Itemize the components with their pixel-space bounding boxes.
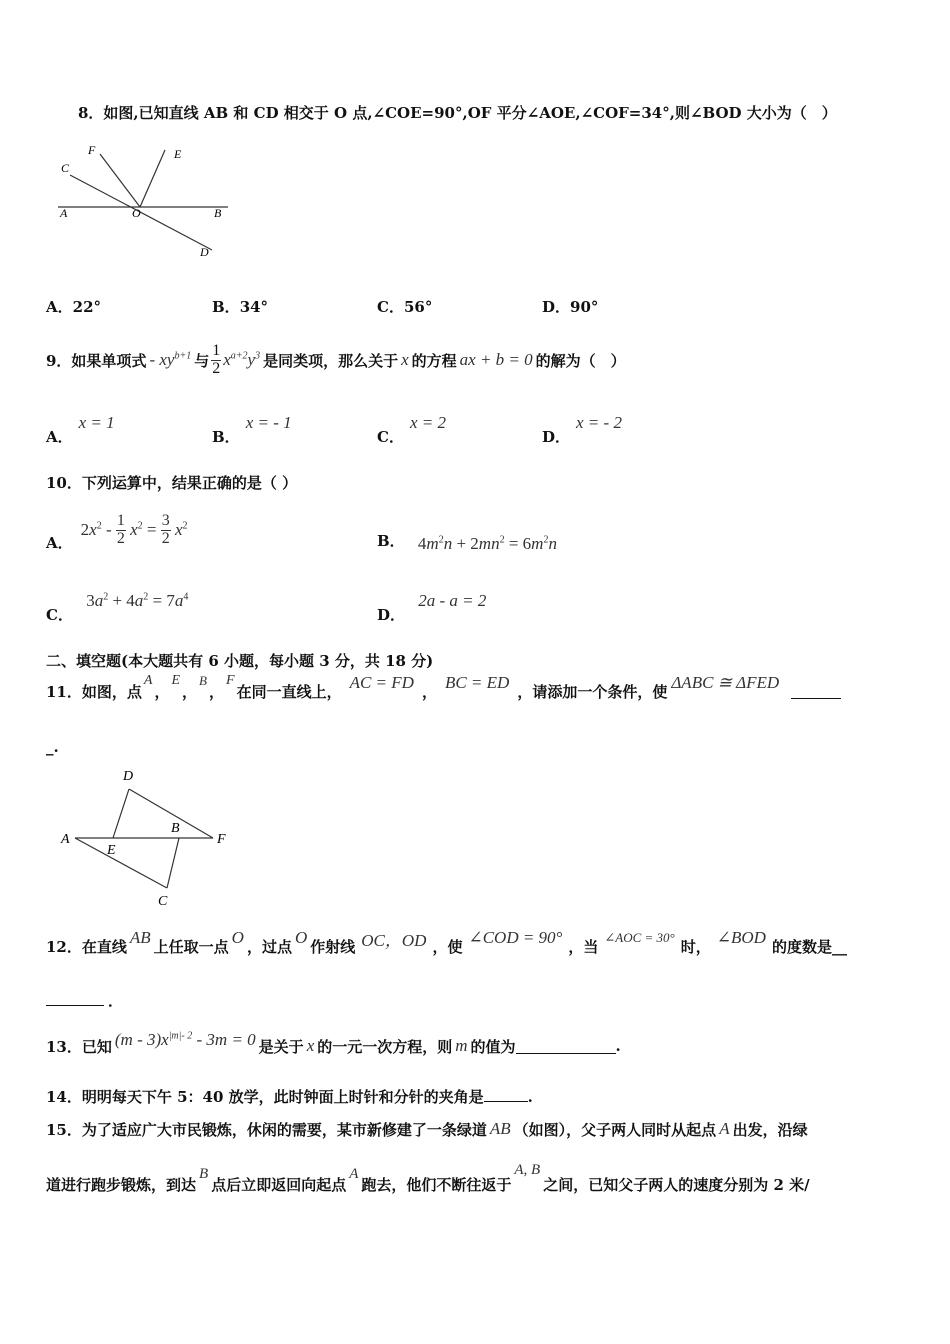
segment-de: [113, 789, 129, 838]
line-cd: [70, 175, 212, 250]
label-f: F: [88, 143, 96, 157]
q11-tail: _.: [46, 738, 59, 756]
label-d: D: [200, 245, 209, 259]
q8-option-b: B．34°: [212, 298, 269, 316]
q10-option-d: D． 2a - a = 2: [377, 591, 487, 624]
q12-tail: ．: [46, 990, 123, 1011]
q9-option-c: C．x = 2: [377, 413, 446, 446]
q8-option-d: D．90°: [542, 298, 599, 316]
q9-option-d: D．x = - 2: [542, 413, 622, 446]
q10-stem: 10．下列运算中，结果正确的是（ ）: [46, 474, 298, 492]
segment-cb: [167, 838, 179, 888]
q11-figure: [55, 762, 245, 912]
label-a: A: [60, 206, 68, 220]
q9-stem: 9．如果单项式 - $xy^{b+1}$ 与 $\frac{1}{2}$ $x^{a+2}y^3$ 是同类项，那么关于 x 的方程 ax + b = 0 的解为（ ）: [46, 341, 626, 377]
ray-of: [100, 154, 140, 207]
q10-option-a: A． $2x^2$ - $\frac{1}{2}$ $x^2$ = $\frac{3}{2}$ $x^2$: [46, 511, 188, 552]
q8-stem: 8．如图,已知直线 AB 和 CD 相交于 O 点,∠COE=90°,OF 平分∠AOE,∠COF=34°,则∠BOD 大小为（ ）: [78, 104, 837, 122]
label-f: F: [217, 832, 226, 847]
label-e: E: [174, 147, 182, 161]
q10-option-c: C． $3a^2 + 4a^2 = 7a^4$: [46, 591, 189, 624]
q14-stem: 14．明明每天下午 5：40 放学，此时钟面上时针和分针的夹角是 .: [46, 1088, 533, 1106]
label-d: D: [123, 769, 134, 784]
q8-option-a: A．22°: [46, 298, 102, 316]
segment-ac: [75, 838, 167, 888]
section-2-title: 二、填空题(本大题共有 6 小题，每小题 3 分，共 18 分): [46, 652, 434, 670]
q10-option-b: B． $4m^2n + 2mn^2 = 6m^2n$: [377, 532, 557, 553]
q8-option-c: C．56°: [377, 298, 433, 316]
q11-stem: 11．如图，点 A ， E ， B ， F 在同一直线上， AC = FD ， BC = ED ，请添加一个条件，使 ΔABC ≅ ΔFED: [46, 673, 841, 709]
label-e: E: [107, 843, 116, 858]
ray-oe: [140, 150, 165, 207]
label-o: O: [132, 206, 141, 220]
q13-stem: 13．已知 $(m - 3)x^{|m|- 2} - 3m = 0$ 是关于 x 的一元一次方程，则 m 的值为 .: [46, 1030, 621, 1056]
q9-option-a: A．x = 1: [46, 413, 115, 446]
q8-figure: [50, 140, 240, 265]
label-c: C: [61, 161, 70, 175]
label-b: B: [214, 206, 222, 220]
q15-line-1: 15．为了适应广大市民锻炼，休闲的需要，某市新修建了一条绿道 AB （如图），父子两人同时从起点 A 出发，沿绿: [46, 1119, 808, 1139]
label-b: B: [171, 821, 180, 836]
label-c: C: [158, 894, 168, 909]
q15-line-2: 道进行跑步锻炼，到达 B 点后立即返回向起点 A 跑去，他们不断往返于 A, B 之间，已知父子两人的速度分别为 2 米/: [46, 1161, 810, 1194]
q12-stem: 12．在直线 AB 上任取一点 O ，过点 O 作射线 OC，OD ，使 ∠COD = 90° ，当 ∠AOC = 30° 时， ∠BOD 的度数是__: [46, 928, 847, 956]
label-a: A: [61, 832, 70, 847]
q9-option-b: B．x = - 1: [212, 413, 292, 446]
